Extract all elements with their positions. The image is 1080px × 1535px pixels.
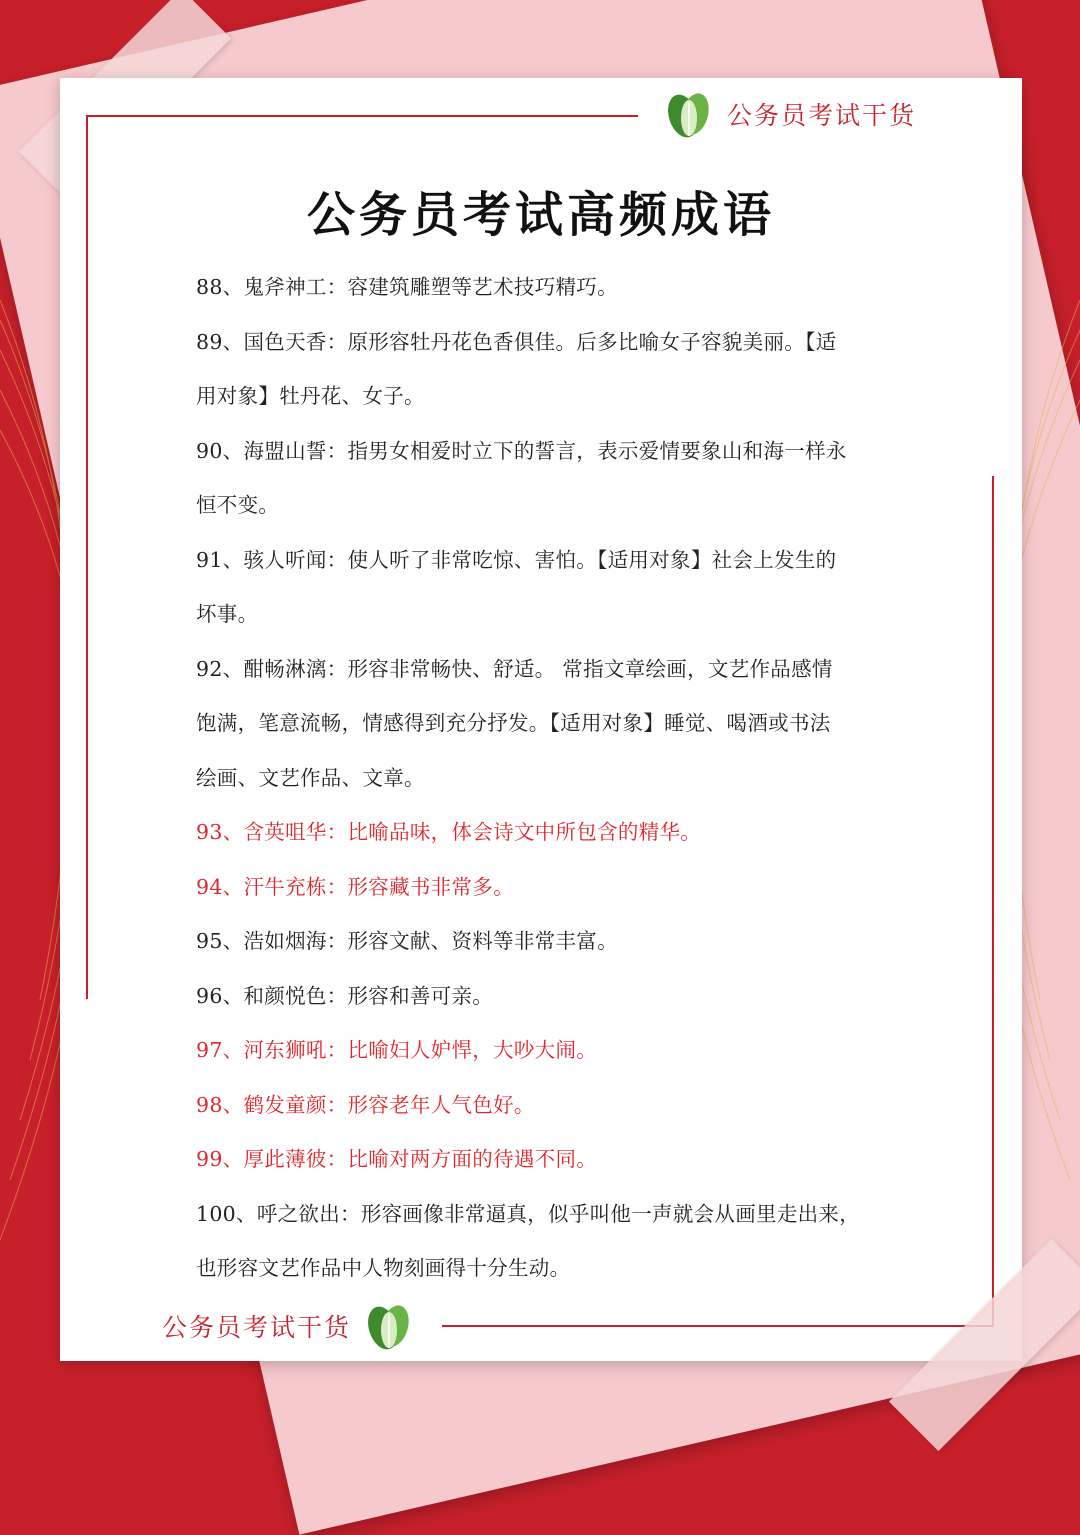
idiom-entry-line: 91、骇人听闻：使人听了非常吃惊、害怕。【适用对象】社会上发生的	[196, 547, 837, 572]
idiom-entry-line: 用对象】牡丹花、女子。	[196, 384, 425, 408]
frame-line-top	[88, 115, 638, 117]
idiom-entry-line: 94、汗牛充栋：形容藏书非常多。	[196, 874, 514, 899]
idiom-entry-line: 98、鹤发童颜：形容老年人气色好。	[196, 1092, 535, 1117]
brand-name: 公务员考试干货	[727, 101, 917, 130]
brand-footer	[162, 1300, 413, 1352]
idiom-entry-line: 恒不变。	[196, 493, 280, 517]
frame-line-right	[992, 476, 994, 1326]
idiom-entry-line: 96、和颜悦色：形容和善可亲。	[196, 983, 494, 1008]
idiom-entry-line: 93、含英咀华：比喻品味，体会诗文中所包含的精华。	[196, 820, 702, 844]
brand-name: 公务员考试干货	[162, 1313, 352, 1342]
paper-sheet	[60, 78, 1022, 1361]
idiom-entry-line: 89、国色天香：原形容牡丹花色香俱佳。后多比喻女子容貌美丽。【适	[196, 329, 837, 354]
idiom-entry-line: 绘画、文艺作品、文章。	[196, 765, 425, 790]
idiom-entry-line: 95、浩如烟海：形容文献、资料等非常丰富。	[196, 929, 618, 953]
idiom-entry-line: 坏事。	[196, 602, 259, 626]
page-title: 公务员考试高频成语	[306, 187, 775, 243]
idiom-entry-line: 92、酣畅淋漓：形容非常畅快、舒适。 常指文章绘画，文艺作品感情	[196, 656, 833, 681]
frame-line-left	[86, 115, 88, 999]
idiom-list	[196, 260, 896, 1296]
idiom-entry-line: 也形容文艺作品中人物刻画得十分生动。	[196, 1256, 571, 1280]
cabbage-icon	[365, 1300, 413, 1352]
brand-header	[665, 88, 916, 140]
idiom-entry-line: 99、厚此薄彼：比喻对两方面的待遇不同。	[196, 1147, 598, 1171]
cabbage-icon	[665, 88, 713, 140]
idiom-entry-line: 97、河东狮吼：比喻妇人妒悍，大吵大闹。	[196, 1038, 598, 1062]
idiom-entry-line: 饱满，笔意流畅，情感得到充分抒发。【适用对象】睡觉、喝酒或书法	[196, 711, 831, 735]
frame-line-bottom	[442, 1325, 994, 1327]
idiom-entry-line: 88、鬼斧神工：容建筑雕塑等艺术技巧精巧。	[196, 275, 618, 299]
idiom-entry-line: 100、呼之欲出：形容画像非常逼真，似乎叫他一声就会从画里走出来，	[196, 1201, 861, 1226]
idiom-entry-line: 90、海盟山誓：指男女相爱时立下的誓言，表示爱情要象山和海一样永	[196, 438, 847, 463]
